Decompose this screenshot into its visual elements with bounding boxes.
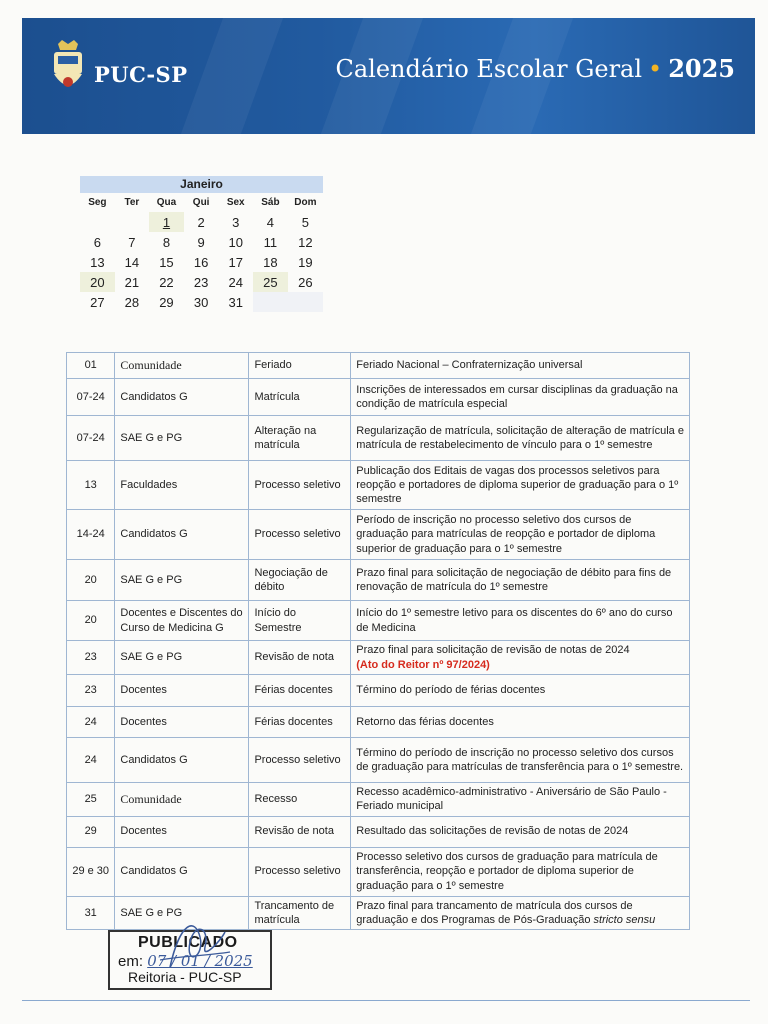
day-cell: 9 [197, 234, 205, 250]
event-date: 01 [67, 353, 115, 379]
event-audience: SAE G e PG [115, 416, 249, 461]
event-type: Início do Semestre [249, 601, 351, 641]
day-cell: 15 [159, 254, 174, 270]
event-date: 31 [67, 896, 115, 930]
weekday-label: Sáb [261, 197, 280, 208]
event-type: Férias docentes [249, 675, 351, 707]
weekday-row [80, 193, 323, 212]
event-description: Prazo final para solicitação de negociação de débito para fins de renovação de matrícula do 1º semestre [351, 560, 690, 601]
weekday-label: Dom [294, 197, 317, 208]
event-row [67, 675, 690, 707]
event-audience: Comunidade [115, 353, 249, 379]
day-cell: 7 [128, 234, 136, 250]
day-cell: 18 [263, 254, 278, 270]
event-type: Revisão de nota [249, 816, 351, 847]
day-cell: 12 [298, 234, 313, 250]
event-date: 07-24 [67, 416, 115, 461]
day-cell: 10 [228, 234, 243, 250]
header-banner [22, 18, 755, 134]
event-date: 13 [67, 461, 115, 510]
event-description: Processo seletivo dos cursos de graduação para matrícula de transferência, reopção e portador de diploma superior de graduação para o 1º semestre [351, 847, 690, 896]
event-row [67, 738, 690, 783]
event-description: Término do período de inscrição no processo seletivo dos cursos de graduação para matrículas de transferência para o 1º semestre. [351, 738, 690, 783]
event-row [67, 560, 690, 601]
event-type: Trancamento de matrícula [249, 896, 351, 930]
event-audience: Docentes [115, 707, 249, 738]
event-date: 07-24 [67, 379, 115, 416]
day-cell-empty [253, 292, 288, 312]
day-cell [80, 212, 115, 232]
event-type: Negociação de débito [249, 560, 351, 601]
event-description: Resultado das solicitações de revisão de notas de 2024 [351, 816, 690, 847]
day-cell: 11 [263, 234, 278, 250]
event-date: 24 [67, 738, 115, 783]
day-cell: 23 [193, 274, 209, 290]
footer-divider [22, 1000, 750, 1001]
event-audience: Docentes [115, 675, 249, 707]
mini-calendar [80, 176, 323, 312]
week-row [80, 212, 323, 232]
event-description [351, 896, 690, 930]
event-description-text: Prazo final para solicitação de revisão de notas de 2024 [356, 644, 630, 657]
day-cell: 27 [90, 294, 105, 310]
day-cell: 30 [193, 294, 209, 310]
event-row [67, 641, 690, 675]
weekday-label: Qui [192, 197, 210, 208]
day-cell: 3 [232, 214, 240, 230]
day-cell-holiday [149, 212, 184, 232]
events-table [66, 352, 690, 930]
event-description: Regularização de matrícula, solicitação de alteração de matrícula e matrícula de restabelecimento de vínculo para o 1º semestre [351, 416, 690, 461]
event-audience: SAE G e PG [115, 896, 249, 930]
day-cell: 17 [228, 254, 243, 270]
event-row [67, 353, 690, 379]
stamp-office: Reitoria - PUC-SP [128, 969, 242, 985]
event-audience: Candidatos G [115, 510, 249, 560]
event-date: 14-24 [67, 510, 115, 560]
stamp-title: PUBLICADO [138, 934, 238, 951]
day-cell: 16 [193, 254, 209, 270]
event-description: Término do período de férias docentes [351, 675, 690, 707]
title-year: 2025 [668, 54, 735, 83]
event-row [67, 379, 690, 416]
day-cell: 29 [159, 294, 174, 310]
week-row [80, 292, 323, 312]
event-description: Publicação dos Editais de vagas dos processos seletivos para reopção e portadores de diploma superior de graduação para o 1º semestre [351, 461, 690, 510]
day-cell: 13 [90, 254, 105, 270]
event-row [67, 461, 690, 510]
event-type: Revisão de nota [249, 641, 351, 675]
event-note: (Ato do Reitor nº 97/2024) [356, 658, 490, 671]
day-cell: 28 [124, 294, 140, 310]
event-audience: Docentes [115, 816, 249, 847]
event-date: 25 [67, 783, 115, 817]
event-date: 23 [67, 675, 115, 707]
event-type: Alteração na matrícula [249, 416, 351, 461]
event-type: Processo seletivo [249, 738, 351, 783]
day-cell: 24 [228, 274, 243, 290]
week-row [80, 272, 323, 292]
event-audience: Candidatos G [115, 847, 249, 896]
event-row [67, 816, 690, 847]
event-date: 24 [67, 707, 115, 738]
event-row [67, 707, 690, 738]
signature-icon [150, 912, 240, 982]
day-cell: 31 [228, 294, 243, 310]
title-separator: • [648, 55, 663, 83]
stamp-date: 07 / 01 / 2025 [147, 952, 253, 970]
mini-calendar-grid [80, 193, 323, 312]
weekday-label: Sex [226, 197, 245, 208]
weekday-label: Seg [88, 197, 107, 208]
day-cell: 21 [124, 274, 140, 290]
event-audience: Faculdades [115, 461, 249, 510]
day-cell-empty [288, 292, 323, 312]
day-cell: 4 [266, 214, 275, 230]
event-type: Matrícula [249, 379, 351, 416]
event-date: 20 [67, 601, 115, 641]
banner-decoration [181, 18, 283, 134]
event-date: 29 [67, 816, 115, 847]
puc-crest-icon [48, 38, 88, 98]
event-description-text: Prazo final para trancamento de matrícula dos cursos de graduação e dos Programas de Pós-Graduação [356, 899, 633, 926]
day-cell: 5 [301, 214, 309, 230]
day-cell-holiday: 25 [253, 272, 288, 292]
day-cell: 22 [159, 274, 174, 290]
event-audience: Candidatos G [115, 379, 249, 416]
event-row [67, 416, 690, 461]
event-date: 20 [67, 560, 115, 601]
event-description [351, 641, 690, 675]
mini-calendar-month: Janeiro [80, 176, 323, 193]
title-text: Calendário Escolar Geral [335, 55, 643, 83]
event-type: Feriado [249, 353, 351, 379]
day-cell: 2 [197, 214, 205, 230]
event-audience: SAE G e PG [115, 641, 249, 675]
event-description: Inscrições de interessados em cursar disciplinas da graduação na condição de matrícula especial [351, 379, 690, 416]
day-cell [115, 212, 149, 232]
event-type: Férias docentes [249, 707, 351, 738]
event-description: Retorno das férias docentes [351, 707, 690, 738]
event-description: Início do 1º semestre letivo para os discentes do 6º ano do curso de Medicina [351, 601, 690, 641]
day-cell: 26 [298, 274, 313, 290]
event-description: Período de inscrição no processo seletivo dos cursos de graduação para matrículas de reopção e portador de diploma superior de graduação para o 1º semestre [351, 510, 690, 560]
weekday-label: Qua [156, 197, 177, 208]
event-row [67, 783, 690, 817]
event-row [67, 847, 690, 896]
event-date: 23 [67, 641, 115, 675]
event-audience: Comunidade [115, 783, 249, 817]
event-type: Processo seletivo [249, 847, 351, 896]
page-title [335, 54, 735, 83]
weekday-label: Ter [124, 197, 140, 208]
event-description: Recesso acadêmico-administrativo - Aniversário de São Paulo - Feriado municipal [351, 783, 690, 817]
week-row [80, 232, 323, 252]
brand-name: PUC-SP [94, 62, 188, 87]
event-type: Recesso [249, 783, 351, 817]
event-type: Processo seletivo [249, 461, 351, 510]
event-date: 29 e 30 [67, 847, 115, 896]
event-row [67, 601, 690, 641]
day-cell-highlight: 20 [80, 272, 115, 292]
event-type: Processo seletivo [249, 510, 351, 560]
day-number: 1 [162, 214, 171, 230]
event-description-italic: stricto sensu [593, 913, 656, 926]
week-row [80, 252, 323, 272]
day-cell: 6 [93, 234, 101, 250]
event-audience: Candidatos G [115, 738, 249, 783]
event-audience: SAE G e PG [115, 560, 249, 601]
day-cell: 19 [298, 254, 313, 270]
day-cell: 8 [162, 234, 171, 250]
event-row [67, 510, 690, 560]
day-cell: 14 [124, 254, 140, 270]
event-audience: Docentes e Discentes do Curso de Medicina G [115, 601, 249, 641]
stamp-prefix: em: [118, 953, 144, 970]
event-description: Feriado Nacional – Confraternização universal [351, 353, 690, 379]
